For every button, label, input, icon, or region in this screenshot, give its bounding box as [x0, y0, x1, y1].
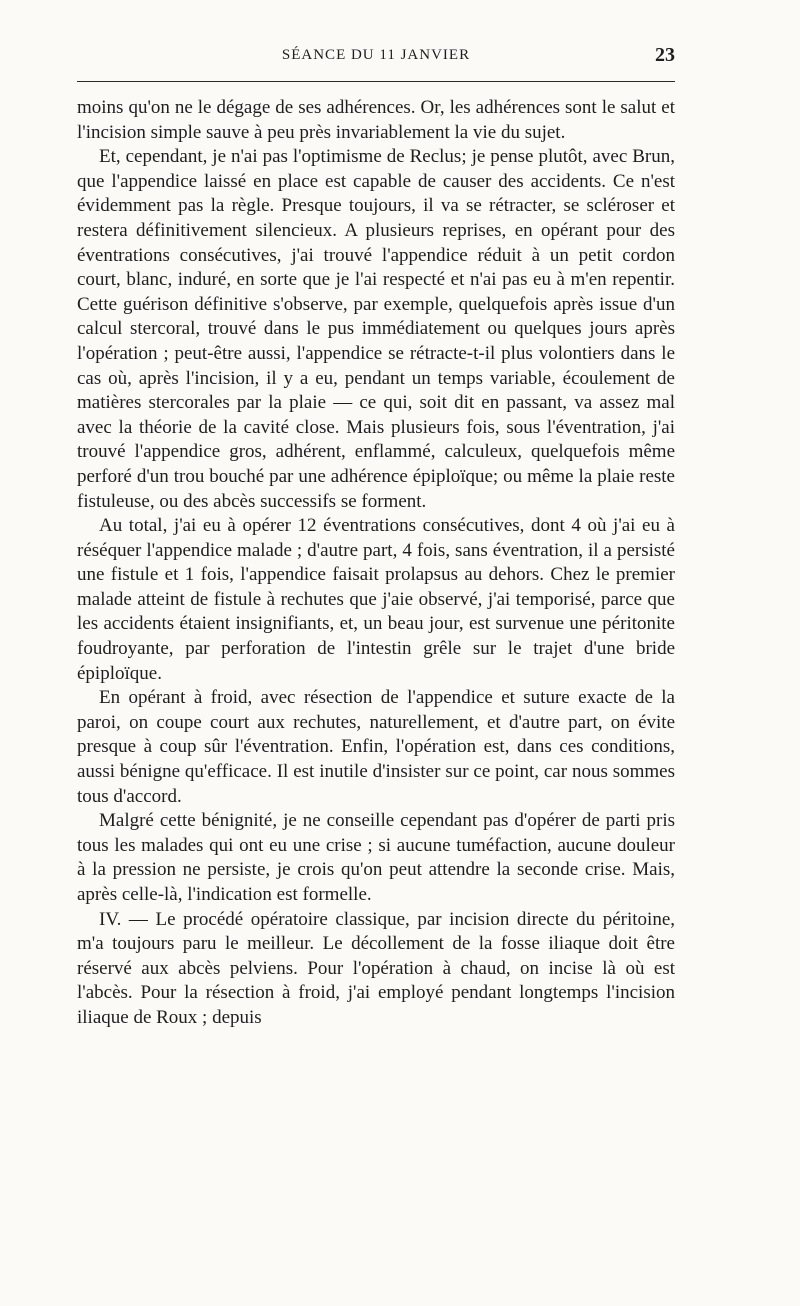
page-number: 23 [655, 44, 675, 66]
paragraph: Et, cependant, je n'ai pas l'optimisme de Reclus; je pense plutôt, avec Brun, que l'appendice laissé en place est capable de causer des accidents. Ce n'est évidemment pas la règle. Presque toujours, il va se rétracter, se scléroser et restera définitivement silencieux. A plusieurs reprises, en opérant pour des éventrations consécutives, j'ai trouvé l'appendice réduit à un petit cordon court, blanc, induré, en sorte que je l'ai respecté et n'ai pas eu à m'en repentir. Cette guérison définitive s'observe, par exemple, quelquefois après issue d'un calcul stercoral, trouvé dans le pus immédiatement ou quelques jours après l'opération ; peut-être aussi, l'appendice se rétracte-t-il plus volontiers dans le cas où, après l'incision, il y a eu, pendant un temps variable, écoulement de matières stercorales par la plaie — ce qui, soit dit en passant, va assez mal avec la théorie de la cavité close. Mais plusieurs fois, sous l'éventration, j'ai trouvé l'appendice gros, adhérent, enflammé, calculeux, quelquefois même perforé d'un trou bouché par une adhérence épiploïque; ou même la plaie reste fistuleuse, ou des abcès successifs se forment. [77, 146, 675, 512]
header-rule [77, 81, 675, 82]
paragraph: Malgré cette bénignité, je ne conseille cependant pas d'opérer de parti pris tous les malades qui ont eu une crise ; si aucune tuméfaction, aucune douleur à la pression ne persiste, je crois qu'on peut attendre la seconde crise. Mais, après celle-là, l'indication est formelle. [77, 810, 675, 905]
paragraph: Au total, j'ai eu à opérer 12 éventrations consécutives, dont 4 où j'ai eu à réséquer l'appendice malade ; d'autre part, 4 fois, sans éventration, il a persisté une fistule et 1 fois, l'appendice faisait prolapsus au dehors. Chez le premier malade atteint de fistule à rechutes que j'aie observé, j'ai temporisé, parce que les accidents étaient insignifiants, et, un beau jour, est survenue une péritonite foudroyante, par perforation de l'intestin grêle sur le trajet d'une bride épiploïque. [77, 515, 675, 684]
running-title: SÉANCE DU 11 JANVIER [281, 47, 471, 63]
body-text [77, 96, 675, 1031]
paragraph: IV. — Le procédé opératoire classique, par incision directe du péritoine, m'a toujours paru le meilleur. Le décollement de la fosse iliaque doit être réservé aux abcès pelviens. Pour l'opération à chaud, on incise là où est l'abcès. Pour la résection à froid, j'ai employé pendant longtemps l'incision iliaque de Roux ; depuis [77, 908, 675, 1028]
page-header [77, 42, 675, 68]
paragraph: En opérant à froid, avec résection de l'appendice et suture exacte de la paroi, on coupe court aux rechutes, naturellement, et d'autre part, on évite presque à coup sûr l'éventration. Enfin, l'opération est, dans ces conditions, aussi bénigne qu'efficace. Il est inutile d'insister sur ce point, car nous sommes tous d'accord. [77, 687, 675, 807]
paragraph: moins qu'on ne le dégage de ses adhérences. Or, les adhérences sont le salut et l'incision simple sauve à peu près invariablement la vie du sujet. [77, 97, 675, 143]
